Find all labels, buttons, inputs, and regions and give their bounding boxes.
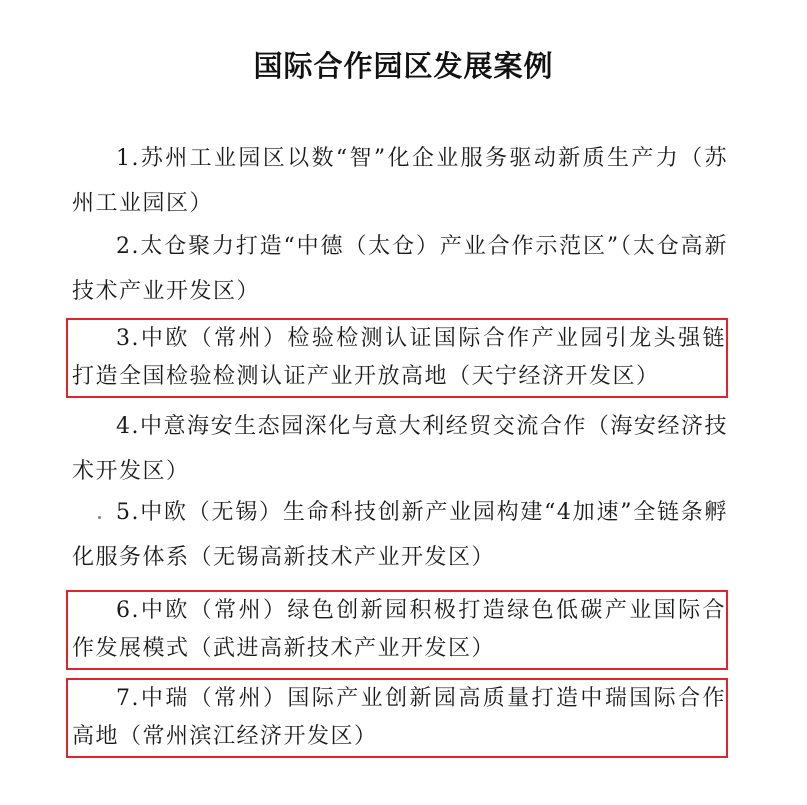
case-item-7-highlighted: 7.中瑞（常州）国际产业创新园高质量打造中瑞国际合作高地（常州滨江经济开发区） xyxy=(66,678,728,758)
case-item-2: 2.太仓聚力打造“中德（太仓）产业合作示范区”（太仓高新技术产业开发区） xyxy=(72,234,728,304)
case-item-4: 4.中意海安生态园深化与意大利经贸交流合作（海安经济技术开发区） xyxy=(72,414,728,484)
case-item-6-highlighted: 6.中欧（常州）绿色创新园积极打造绿色低碳产业国际合作发展模式（武进高新技术产业开发区） xyxy=(66,590,728,670)
document-title: 国际合作园区发展案例 xyxy=(253,49,554,83)
case-item-1: 1.苏州工业园区以数“智”化企业服务驱动新质生产力（苏州工业园区） xyxy=(72,146,728,216)
case-item-5: 5.中欧（无锡）生命科技创新产业园构建“4加速”全链条孵化服务体系（无锡高新技术产业开发区） xyxy=(72,500,728,570)
case-item-3-highlighted: 3.中欧（常州）检验检测认证国际合作产业园引龙头强链 打造全国检验检测认证产业开放高地（天宁经济开发区） xyxy=(66,318,728,398)
